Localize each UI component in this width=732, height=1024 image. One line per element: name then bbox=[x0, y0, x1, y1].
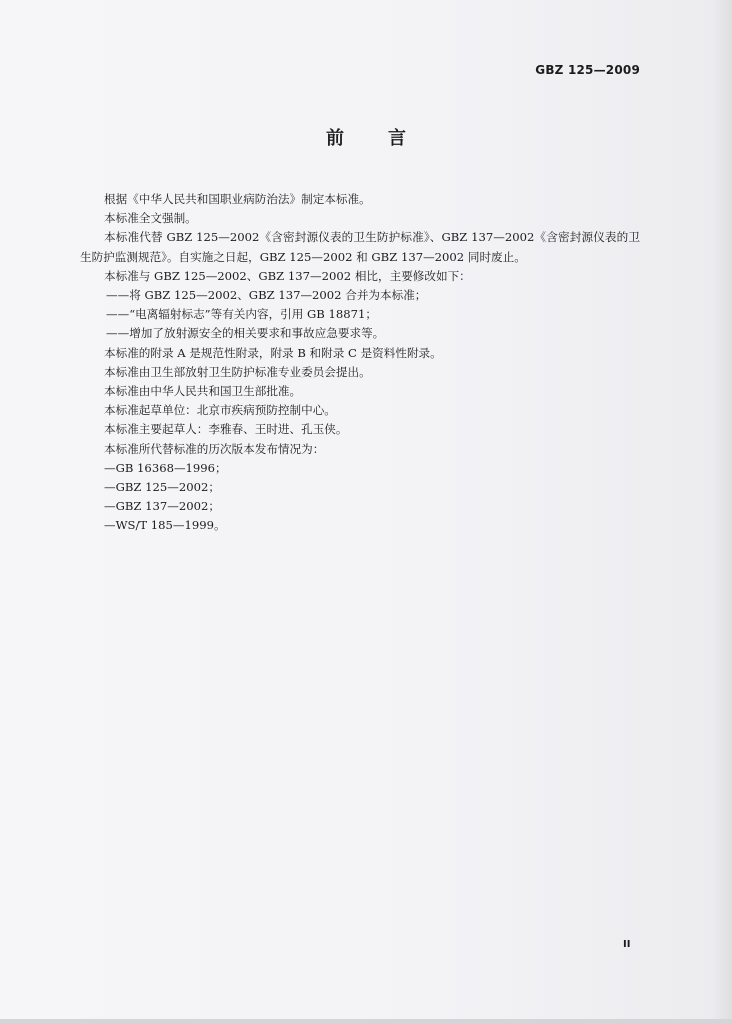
list-item: ——“电离辐射标志”等有关内容，引用 GB 18871； bbox=[106, 307, 377, 322]
list-item: —GB 16368—1996； bbox=[104, 460, 227, 475]
list-item: ——将 GBZ 125—2002、GBZ 137—2002 合并为本标准； bbox=[106, 288, 427, 303]
paragraph: 本标准的附录 A 是规范性附录，附录 B 和附录 C 是资料性附录。 bbox=[104, 345, 442, 360]
paragraph: 本标准由中华人民共和国卫生部批准。 bbox=[104, 384, 302, 399]
page-number: II bbox=[623, 939, 631, 950]
body-text bbox=[80, 190, 640, 536]
list-item: ——增加了放射源安全的相关要求和事故应急要求等。 bbox=[106, 326, 385, 341]
page-edge-shadow bbox=[712, 0, 732, 1024]
paragraph: 本标准起草单位：北京市疾病预防控制中心。 bbox=[104, 403, 336, 418]
paragraph: 本标准主要起草人：李雅春、王时进、孔玉侠。 bbox=[104, 422, 348, 437]
paragraph: 本标准全文强制。 bbox=[104, 211, 197, 226]
page-bottom-edge bbox=[0, 1019, 732, 1024]
paragraph: 本标准代替 GBZ 125—2002《含密封源仪表的卫生防护标准》、GBZ 137—2002《含密封源仪表的卫生防护监测规范》。自实施之日起，GBZ 125—2002 和 GBZ 137—2002 同时废止。 bbox=[80, 230, 640, 264]
paragraph: 根据《中华人民共和国职业病防治法》制定本标准。 bbox=[104, 192, 371, 206]
paragraph: 本标准所代替标准的历次版本发布情况为： bbox=[104, 441, 325, 456]
section-title: 前言 bbox=[326, 128, 450, 149]
list-item: —WS/T 185—1999。 bbox=[104, 518, 226, 533]
paragraph: 本标准由卫生部放射卫生防护标准专业委员会提出。 bbox=[104, 364, 371, 379]
list-item: —GBZ 137—2002； bbox=[104, 499, 220, 514]
paragraph: 本标准与 GBZ 125—2002、GBZ 137—2002 相比，主要修改如下： bbox=[104, 268, 471, 283]
document-code: GBZ 125—2009 bbox=[535, 63, 640, 77]
list-item: —GBZ 125—2002； bbox=[104, 480, 220, 495]
